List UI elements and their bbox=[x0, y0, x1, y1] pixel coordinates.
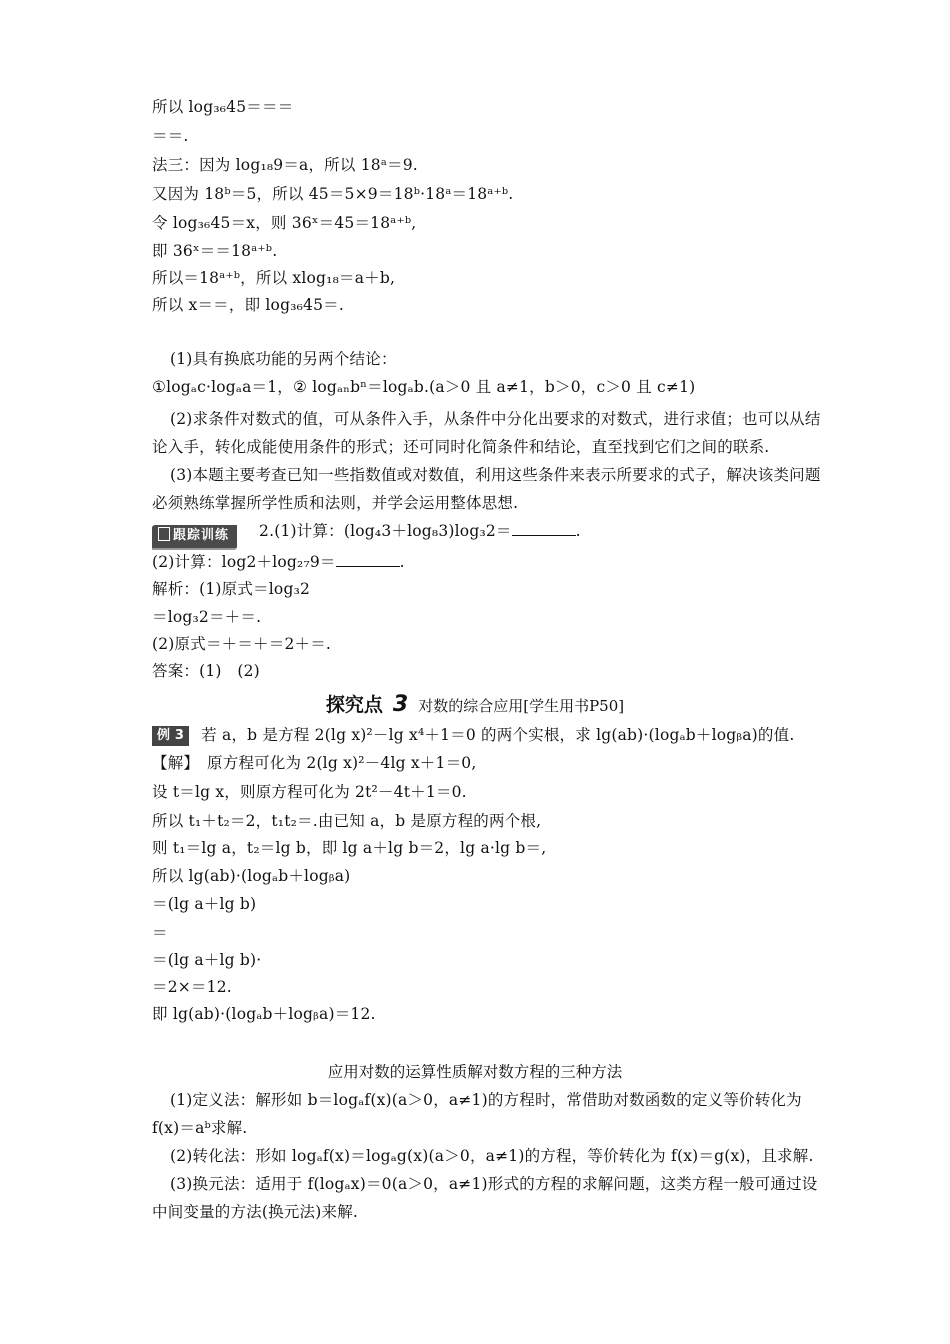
practice-line: (2)计算：log2＋log₂₇9＝ . bbox=[152, 553, 405, 571]
text-line: 答案：(1) (2) bbox=[152, 662, 260, 680]
text-line: 所以 lg(ab)·(logₐb＋logᵦa) bbox=[152, 867, 351, 885]
example-tag: 例 3 bbox=[152, 726, 189, 746]
section-heading: 探究点 3 对数的综合应用[学生用书P50] bbox=[325, 692, 625, 717]
text-line: 设 t＝lg x，则原方程可化为 2t²－4t＋1＝0. bbox=[152, 783, 467, 801]
example-line: 例 3 若 a，b 是方程 2(lg x)²－lg x⁴＋1＝0 的两个实根，求 lg(ab)·(logₐb＋logᵦa)的值. bbox=[152, 725, 794, 746]
text-line: 所以 t₁＋t₂＝2，t₁t₂＝.由已知 a，b 是原方程的两个根, bbox=[152, 812, 542, 830]
text-line: 所以 x＝＝，即 log₃₆45＝. bbox=[152, 296, 344, 314]
summary-title: 应用对数的运算性质解对数方程的三种方法 bbox=[327, 1063, 623, 1081]
note-paragraph: (2)求条件对数式的值，可从条件入手，从条件中分化出要求的对数式，进行求值；也可以从结论入手，转化成能使用条件的形式；还可同时化简条件和结论，直至找到它们之间的联系. bbox=[152, 410, 821, 456]
text-line: ＝(lg a＋lg b) bbox=[152, 895, 257, 913]
text-line: 又因为 18ᵇ＝5，所以 45＝5×9＝18ᵇ·18ᵃ＝18ᵃ⁺ᵇ. bbox=[152, 185, 514, 203]
text-line: 令 log₃₆45＝x，则 36ˣ＝45＝18ᵃ⁺ᵇ, bbox=[152, 214, 417, 232]
practice-tag: 跟踪训练 bbox=[152, 525, 237, 550]
text-line: 解析：(1)原式＝log₃2 bbox=[152, 580, 311, 598]
note-line: (1)具有换底功能的另两个结论： bbox=[170, 350, 397, 368]
text-line: 法三：因为 log₁₈9＝a，所以 18ᵃ＝9. bbox=[152, 156, 418, 174]
text-line: ＝(lg a＋lg b)· bbox=[152, 951, 262, 969]
summary-paragraph: (1)定义法：解形如 b＝logₐf(x)(a＞0，a≠1)的方程时，常借助对数函数的定义等价转化为 f(x)＝aᵇ求解. bbox=[152, 1091, 802, 1137]
summary-paragraph: (3)换元法：适用于 f(logₐx)＝0(a＞0，a≠1)形式的方程的求解问题，这类方程一般可通过设中间变量的方法(换元法)来解. bbox=[152, 1175, 818, 1221]
text-line: 即 36ˣ＝＝18ᵃ⁺ᵇ. bbox=[152, 242, 278, 260]
text-line: ＝2×＝12. bbox=[152, 978, 232, 996]
text-line: (2)原式＝＋＝＋＝2＋＝. bbox=[152, 635, 332, 653]
text-line: 所以 log₃₆45＝＝＝ bbox=[152, 98, 294, 116]
answer-blank bbox=[336, 554, 400, 567]
note-line: ①logₐc·logₐa＝1，② logₐₙbⁿ＝logₐb.(a＞0 且 a≠1，b＞0，c＞0 且 c≠1) bbox=[152, 378, 696, 396]
text-line: 所以＝18ᵃ⁺ᵇ，所以 xlog₁₈＝a＋b, bbox=[152, 269, 396, 287]
text-line: 【解】 原方程可化为 2(lg x)²－4lg x＋1＝0, bbox=[152, 754, 477, 772]
practice-line: 跟踪训练 2.(1)计算：(log₄3＋log₈3)log₃2＝ . bbox=[152, 521, 581, 550]
text-line: 即 lg(ab)·(logₐb＋logᵦa)＝12. bbox=[152, 1005, 376, 1023]
summary-paragraph: (2)转化法：形如 logₐf(x)＝logₐg(x)(a＞0，a≠1)的方程，等价转化为 f(x)＝g(x)，且求解. bbox=[170, 1147, 814, 1165]
text-line: ＝ bbox=[152, 924, 168, 942]
text-line: 则 t₁＝lg a，t₂＝lg b，即 lg a＋lg b＝2，lg a·lg b＝, bbox=[152, 839, 547, 857]
document-icon bbox=[158, 527, 170, 541]
text-line: ＝log₃2＝＋＝. bbox=[152, 608, 262, 626]
note-paragraph: (3)本题主要考查已知一些指数值或对数值，利用这些条件来表示所要求的式子，解决该类问题必须熟练掌握所学性质和法则，并学会运用整体思想. bbox=[152, 466, 821, 512]
answer-blank bbox=[512, 523, 576, 536]
text-line: ＝＝. bbox=[152, 127, 189, 145]
